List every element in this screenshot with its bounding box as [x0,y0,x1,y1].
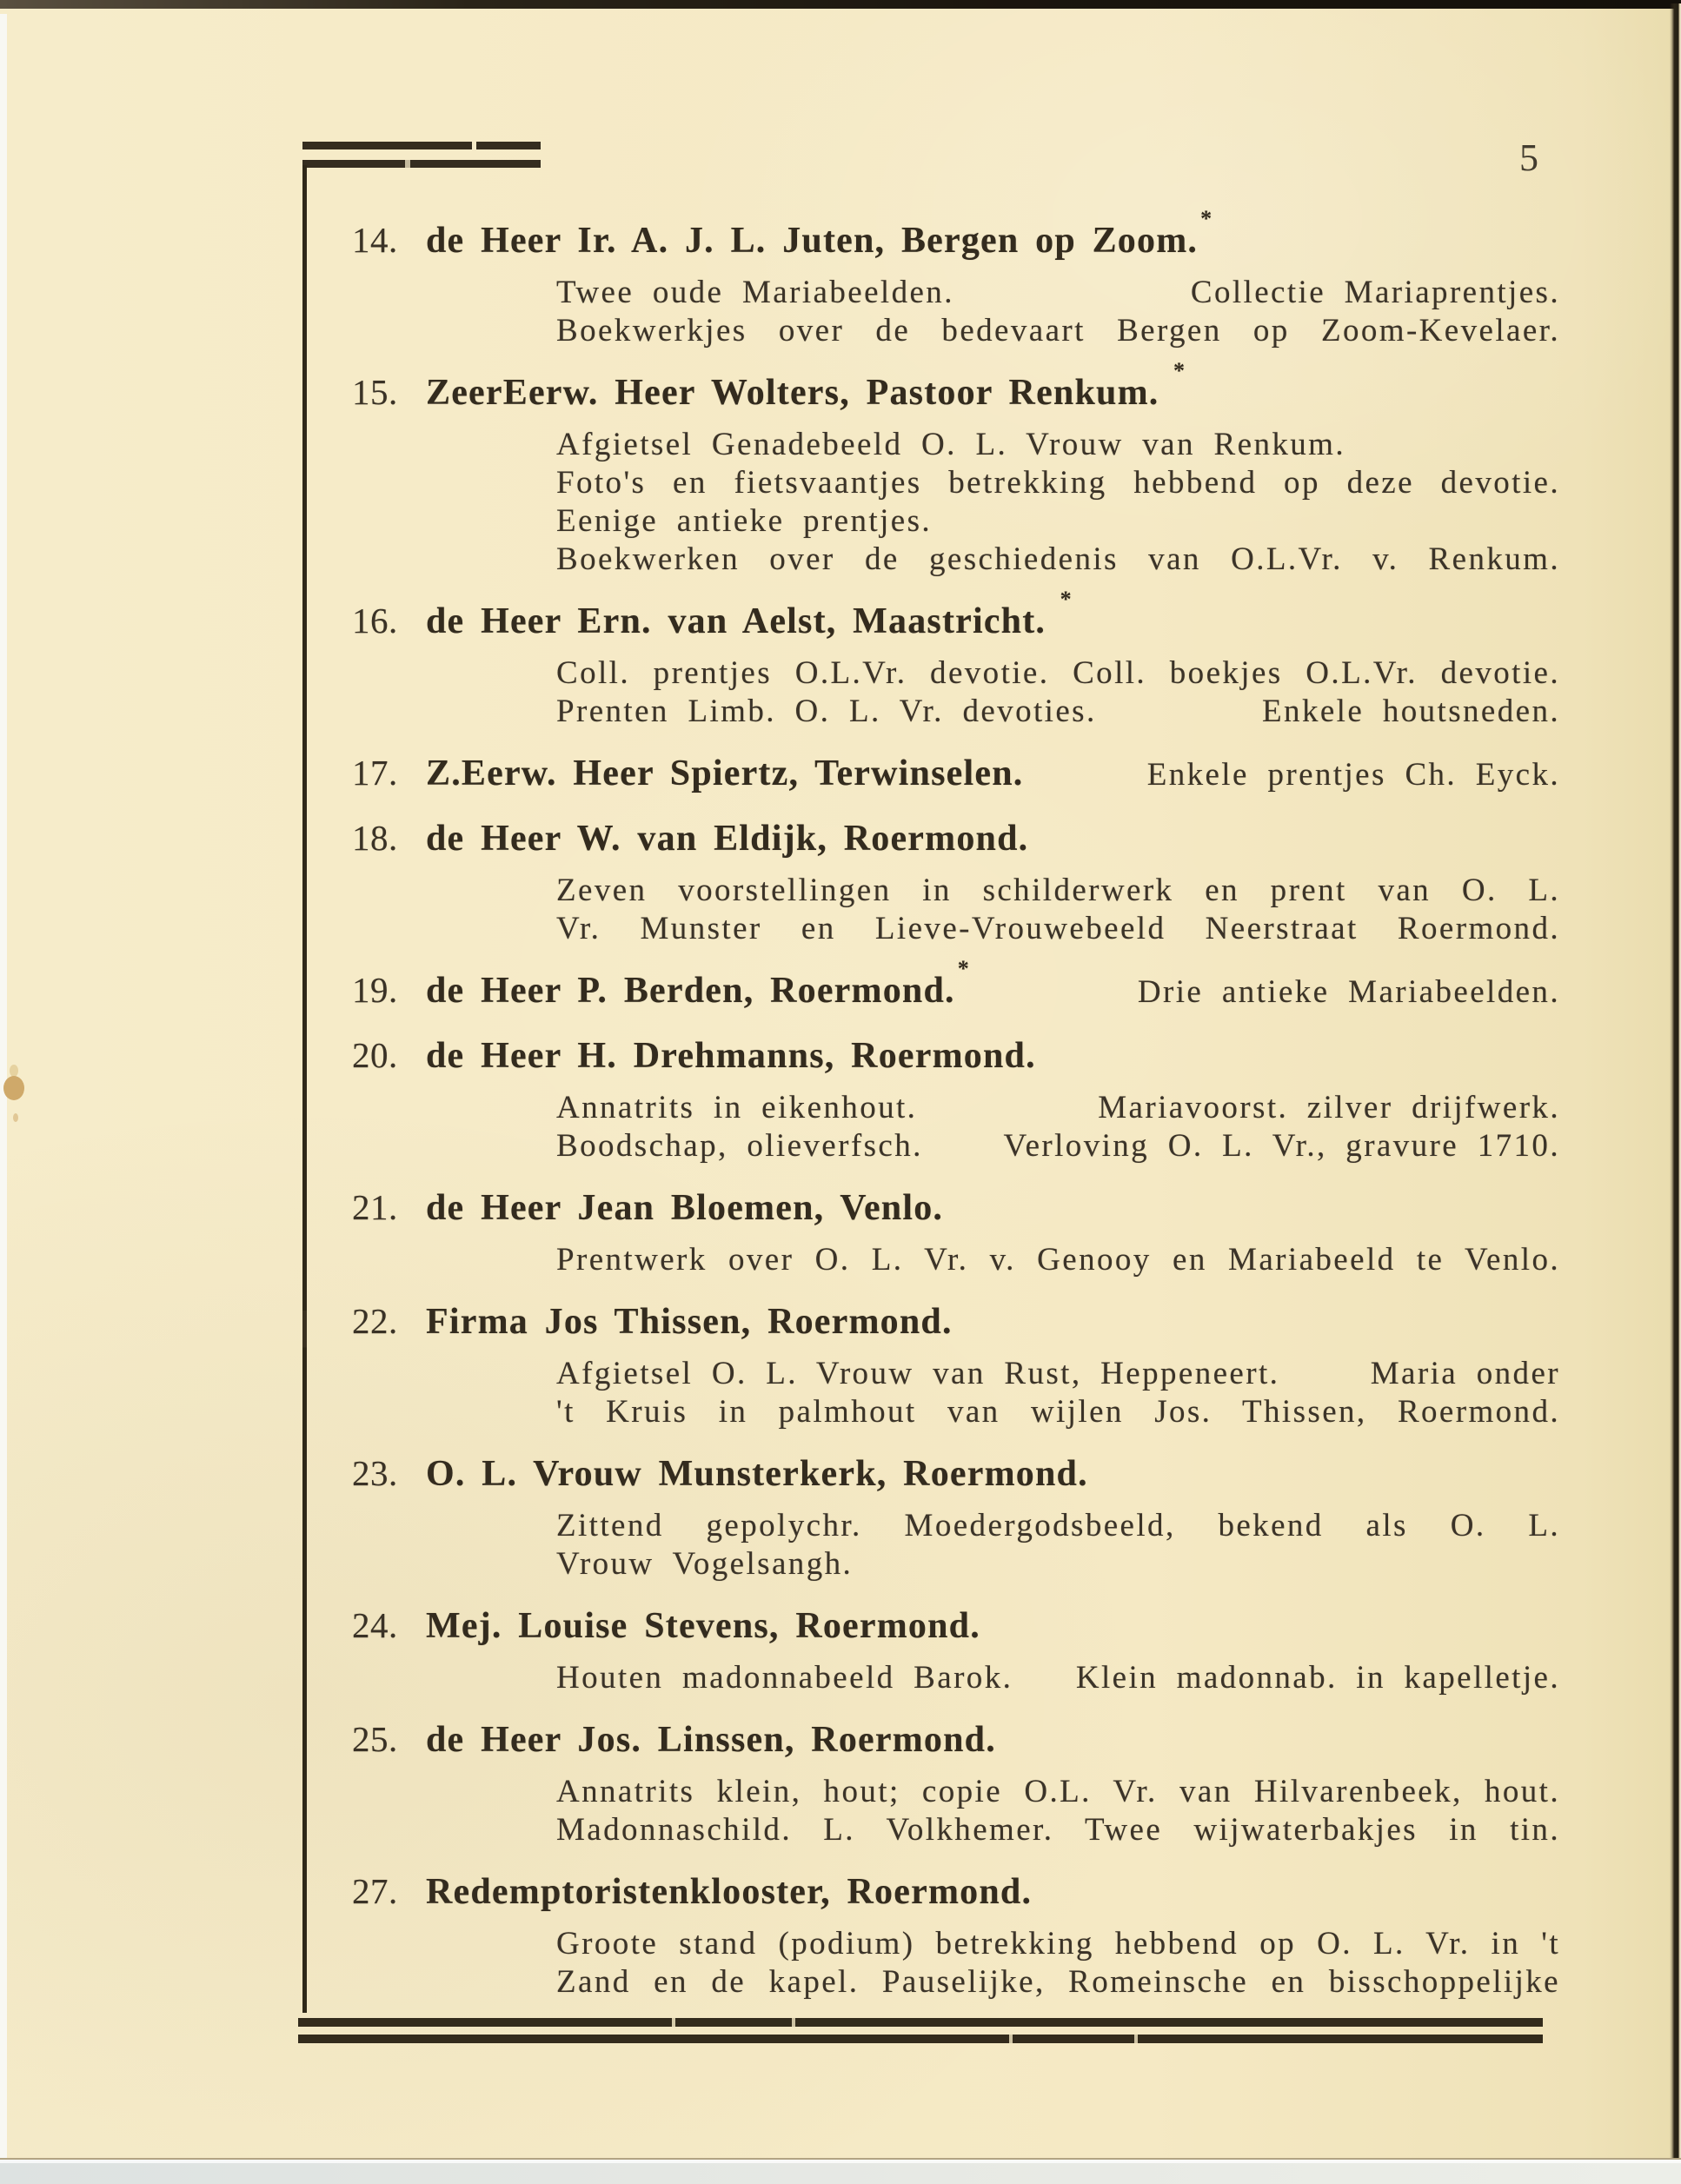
entry-name: de Heer Jean Bloemen, Venlo. [426,1188,944,1228]
entry-item-line [556,1659,1560,1697]
entry-heading-row [352,1186,1560,1229]
entry-items [352,426,1560,579]
catalog-entry [352,1186,1560,1279]
entry-number: 19. [352,970,398,1010]
entry-name-wrap [426,1719,996,1761]
entry-number: 25. [352,1719,398,1759]
catalog-entry [352,1718,1560,1849]
entry-items [352,274,1560,350]
entry-name-wrap [426,956,969,1012]
catalog-entry [352,587,1560,731]
scan-left-edge [0,14,7,2184]
item-text-left: Annatrits in eikenhout. [556,1090,918,1125]
entry-item-line: Foto's en fietsvaantjes betrekking hebbend op deze devotie. [556,465,1560,501]
entry-heading-row [352,587,1560,642]
entry-number: 22. [352,1301,398,1341]
entry-items [352,654,1560,731]
entry-heading-row [352,1300,1560,1343]
entry-heading-row [352,1452,1560,1495]
entry-items [352,1355,1560,1431]
entry-item-line: Boekwerkjes over de bedevaart Bergen op Zoom-Kevelaer. [556,313,1560,349]
catalog-entry [352,956,1560,1013]
entry-heading-row [352,358,1560,414]
entry-name-wrap [426,1871,1032,1913]
item-text-right: Maria onder [1370,1356,1560,1391]
catalog-entry [352,817,1560,948]
item-text-right: Enkele houtsneden. [1262,694,1560,729]
catalog-entry [352,1034,1560,1165]
entry-items [352,1089,1560,1165]
entry-items-inline: Enkele prentjes Ch. Eyck. [1146,757,1560,793]
entry-item-line: Coll. prentjes O.L.Vr. devotie. Coll. boekjes O.L.Vr. devotie. [556,655,1560,691]
entry-item-line [556,274,1560,312]
entry-items-inline: Drie antieke Mariabeelden. [1137,974,1560,1010]
entry-heading-row [352,1718,1560,1761]
entry-name-wrap [426,206,1213,262]
item-text-left: Twee oude Mariabeelden. [556,275,954,310]
entry-star: * [1200,206,1213,231]
catalog-entry [352,1452,1560,1583]
entry-number: 14. [352,220,398,260]
entry-list [352,206,1560,2022]
entry-heading-row [352,1870,1560,1913]
entry-name: ZeerEerw. Heer Wolters, Pastoor Renkum. [426,373,1159,413]
entry-item-line: Boekwerken over de geschiedenis van O.L.Vr. v. Renkum. [556,541,1560,577]
catalog-entry [352,1300,1560,1431]
entry-number: 24. [352,1605,398,1645]
entry-name: de Heer H. Drehmanns, Roermond. [426,1036,1036,1076]
entry-name-wrap [426,1301,953,1343]
entry-heading-row [352,206,1560,262]
entry-star: * [1161,358,1185,383]
entry-name-wrap [426,1605,980,1647]
item-text-right: Klein madonnab. in kapelletje. [1075,1660,1560,1696]
entry-name: de Heer Jos. Linssen, Roermond. [426,1720,996,1760]
top-border-rule-upper [302,142,541,149]
entry-name-wrap [426,587,1072,642]
entry-name-wrap [426,358,1185,414]
item-text-left: Boodschap, olieverfsch. [556,1128,923,1164]
entry-name: de Heer P. Berden, Roermond. [426,971,955,1011]
catalog-entry [352,1604,1560,1697]
catalog-entry [352,206,1560,350]
entry-number: 21. [352,1187,398,1227]
entry-item-line: Annatrits klein, hout; copie O.L. Vr. van Hilvarenbeek, hout. [556,1774,1560,1809]
item-text-right: Verloving O. L. Vr., gravure 1710. [1003,1128,1560,1164]
entry-number: 16. [352,601,398,641]
entry-name: O. L. Vrouw Munsterkerk, Roermond. [426,1454,1088,1494]
entry-items [352,872,1560,948]
left-border-rule [302,165,307,2013]
item-text-right: Collectie Mariaprentjes. [1190,275,1560,310]
scan-top-edge [0,0,1681,9]
item-text-left: Afgietsel O. L. Vrouw van Rust, Heppeneert. [556,1356,1280,1391]
item-text-right: Mariavoorst. zilver drijfwerk. [1098,1090,1560,1125]
entry-item-line: Groote stand (podium) betrekking hebbend op O. L. Vr. in 't [556,1926,1560,1962]
entry-name: de Heer W. van Eldijk, Roermond. [426,819,1029,859]
entry-name-wrap [426,1453,1088,1495]
paper-stain [3,1076,24,1100]
entry-item-line [556,1089,1560,1127]
entry-star: * [1048,587,1072,612]
item-text-left: Houten madonnabeeld Barok. [556,1660,1013,1696]
entry-name-wrap [426,1035,1036,1077]
scan-right-edge [1670,3,1681,2163]
entry-heading-row [352,752,1560,796]
catalog-entry [352,1870,1560,2001]
entry-items [352,1659,1560,1697]
entry-heading-row [352,1034,1560,1077]
entry-item-line: Zittend gepolychr. Moedergodsbeeld, bekend als O. L. [556,1508,1560,1543]
catalog-entry [352,752,1560,796]
entry-item-line: Eenige antieke prentjes. [556,503,933,539]
entry-item-line: Zeven voorstellingen in schilderwerk en prent van O. L. [556,873,1560,908]
entry-heading-row [352,817,1560,860]
entry-item-line: Vrouw Vogelsangh. [556,1546,854,1582]
entry-number: 27. [352,1871,398,1911]
entry-name: Firma Jos Thissen, Roermond. [426,1302,953,1342]
entry-items [352,1925,1560,2001]
entry-heading-row [352,956,1560,1013]
entry-name-wrap [426,818,1028,860]
entry-item-line: Prentwerk over O. L. Vr. v. Genooy en Mariabeeld te Venlo. [556,1242,1560,1278]
entry-number: 18. [352,818,398,858]
entry-number: 17. [352,753,398,793]
entry-star: * [957,956,969,981]
entry-name: Redemptoristenklooster, Roermond. [426,1872,1033,1912]
entry-item-line: Madonnaschild. L. Volkhemer. Twee wijwaterbakjes in tin. [556,1812,1560,1848]
entry-name: Z.Eerw. Heer Spiertz, Terwinselen. [426,753,1024,793]
entry-name-wrap [426,753,1023,794]
page-number: 5 [1519,136,1539,179]
entry-item-line: Vr. Munster en Lieve-Vrouwebeeld Neerstraat Roermond. [556,911,1560,946]
entry-number: 23. [352,1453,398,1493]
entry-number: 20. [352,1035,398,1075]
entry-item-line: Zand en de kapel. Pauselijke, Romeinsche en bisschoppelijke [556,1964,1560,2000]
entry-name: de Heer Ir. A. J. L. Juten, Bergen op Zoom. [426,221,1199,261]
entry-number: 15. [352,372,398,412]
entry-items [352,1241,1560,1279]
scan-bottom-edge [0,2158,1681,2184]
entry-item-line [556,1127,1560,1165]
entry-item-line [556,1355,1560,1393]
entry-heading-row [352,1604,1560,1647]
entry-items [352,1507,1560,1583]
top-border-rule-lower [302,160,541,168]
bottom-border-rule-lower [298,2035,1543,2043]
entry-name: Mej. Louise Stevens, Roermond. [426,1606,980,1646]
entry-name-wrap [426,1187,943,1229]
entry-item-line: Afgietsel Genadebeeld O. L. Vrouw van Renkum. [556,427,1345,462]
entry-item-line: 't Kruis in palmhout van wijlen Jos. Thissen, Roermond. [556,1394,1560,1430]
entry-items [352,1773,1560,1849]
item-text-left: Prenten Limb. O. L. Vr. devoties. [556,694,1097,729]
catalog-entry [352,358,1560,579]
entry-item-line [556,693,1560,731]
entry-name: de Heer Ern. van Aelst, Maastricht. [426,601,1046,641]
